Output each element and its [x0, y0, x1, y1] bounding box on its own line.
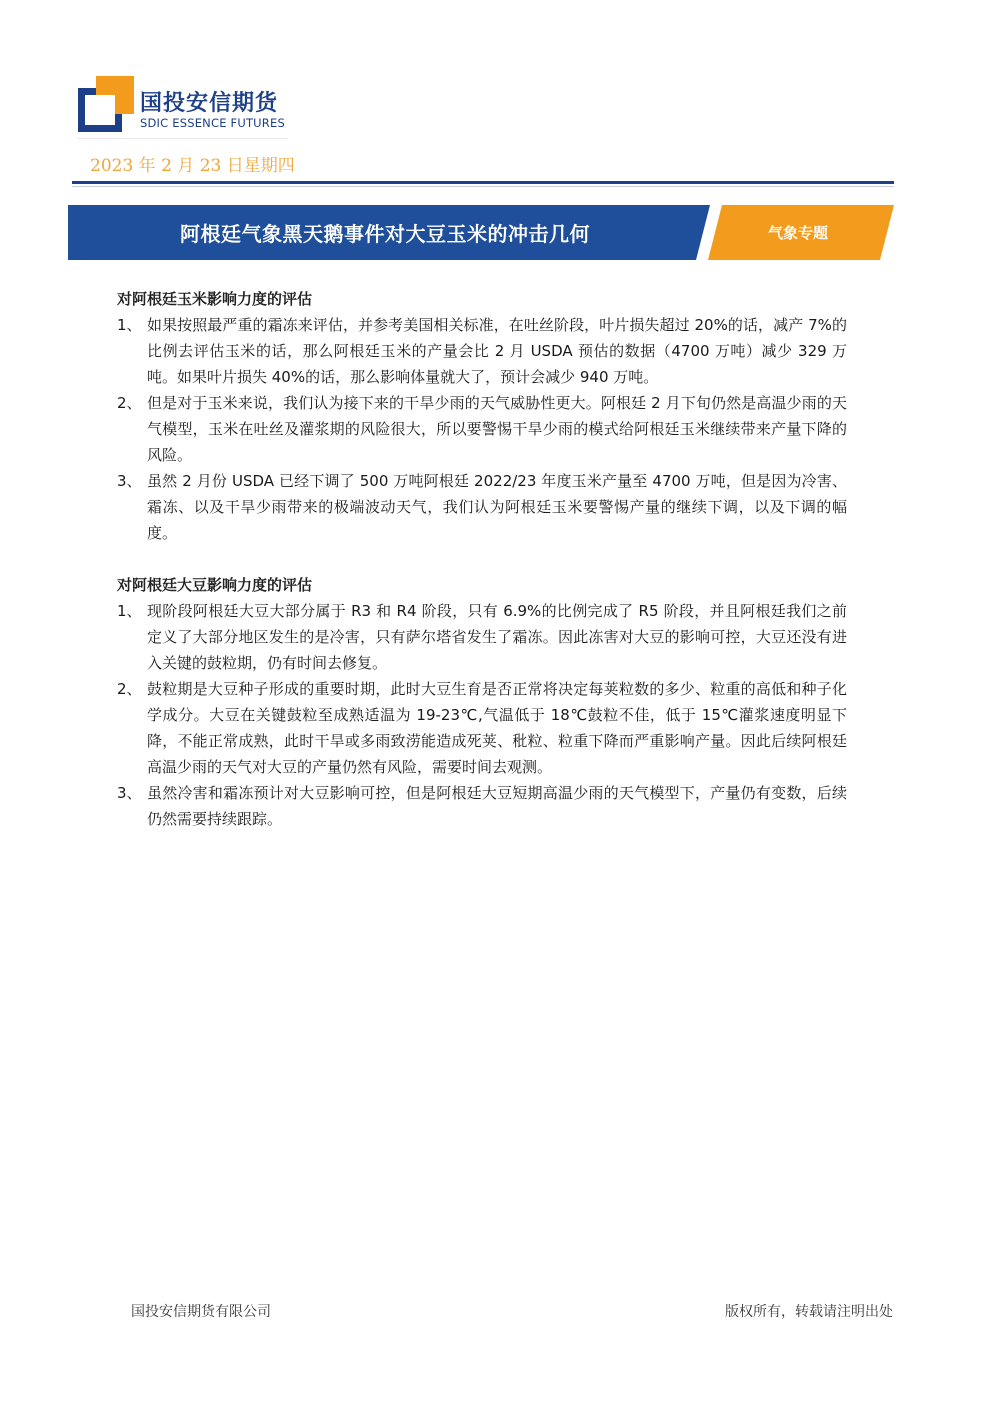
list-item	[117, 780, 847, 832]
item-number: 1、	[117, 316, 142, 334]
company-name-en: SDIC ESSENCE FUTURES	[140, 116, 285, 130]
section-corn	[117, 286, 847, 546]
section-title: 对阿根廷玉米影响力度的评估	[117, 290, 313, 308]
item-number: 3、	[117, 784, 142, 802]
header-rule	[72, 181, 894, 184]
report-body	[117, 286, 847, 832]
item-text: 鼓粒期是大豆种子形成的重要时期，此时大豆生育是否正常将决定每荚粒数的多少、粒重的高低和种子化学成分。大豆在关键鼓粒至成熟适温为 19-23℃,气温低于 18℃鼓粒不佳，低于 15℃灌浆速度明显下降，不能正常成熟，此时干旱或多雨致涝能造成死荚、秕粒、粒重下降而严重影响产量。因此后续阿根廷高温少雨的天气对大豆的产量仍然有风险，需要时间去观测。	[147, 680, 847, 776]
header-rule-thin	[72, 186, 894, 187]
item-text: 如果按照最严重的霜冻来评估，并参考美国相关标准，在吐丝阶段，叶片损失超过 20%的话，减产 7%的比例去评估玉米的话，那么阿根廷玉米的产量会比 2 月 USDA 预估的数据（4700 万吨）减少 329 万吨。如果叶片损失 40%的话，那么影响体量就大了，预计会减少 940 万吨。	[147, 316, 847, 386]
company-name-cn: 国投安信期货	[140, 91, 279, 116]
item-number: 2、	[117, 394, 142, 412]
list-item	[117, 676, 847, 780]
footer-company: 国投安信期货有限公司	[131, 1304, 271, 1320]
section-title: 对阿根廷大豆影响力度的评估	[117, 576, 313, 594]
list-item	[117, 390, 847, 468]
item-text: 虽然冷害和霜冻预计对大豆影响可控，但是阿根廷大豆短期高温少雨的天气模型下，产量仍有变数，后续仍然需要持续跟踪。	[147, 784, 847, 828]
item-number: 2、	[117, 680, 142, 698]
company-logo-icon	[78, 76, 134, 132]
report-date: 2023 年 2 月 23 日星期四	[90, 156, 295, 176]
logo-divider	[78, 138, 288, 139]
item-number: 1、	[117, 602, 142, 620]
item-number: 3、	[117, 472, 142, 490]
item-text: 但是对于玉米来说，我们认为接下来的干旱少雨的天气威胁性更大。阿根廷 2 月下旬仍然是高温少雨的天气模型，玉米在吐丝及灌浆期的风险很大，所以要警惕干旱少雨的模式给阿根廷玉米继续带来产量下降的风险。	[147, 394, 847, 464]
list-item	[117, 312, 847, 390]
list-item	[117, 468, 847, 546]
item-text: 现阶段阿根廷大豆大部分属于 R3 和 R4 阶段，只有 6.9%的比例完成了 R5 阶段，并且阿根廷我们之前定义了大部分地区发生的是冷害，只有萨尔塔省发生了霜冻。因此冻害对大豆的影响可控，大豆还没有进入关键的鼓粒期，仍有时间去修复。	[147, 602, 847, 672]
list-item	[117, 598, 847, 676]
item-text: 虽然 2 月份 USDA 已经下调了 500 万吨阿根廷 2022/23 年度玉米产量至 4700 万吨，但是因为冷害、霜冻、以及干旱少雨带来的极端波动天气，我们认为阿根廷玉米要警惕产量的继续下调，以及下调的幅度。	[147, 472, 847, 542]
footer-copyright: 版权所有，转载请注明出处	[725, 1304, 893, 1320]
section-soybean	[117, 572, 847, 832]
report-title: 阿根廷气象黑天鹅事件对大豆玉米的冲击几何	[180, 222, 590, 246]
report-tag: 气象专题	[768, 224, 829, 242]
